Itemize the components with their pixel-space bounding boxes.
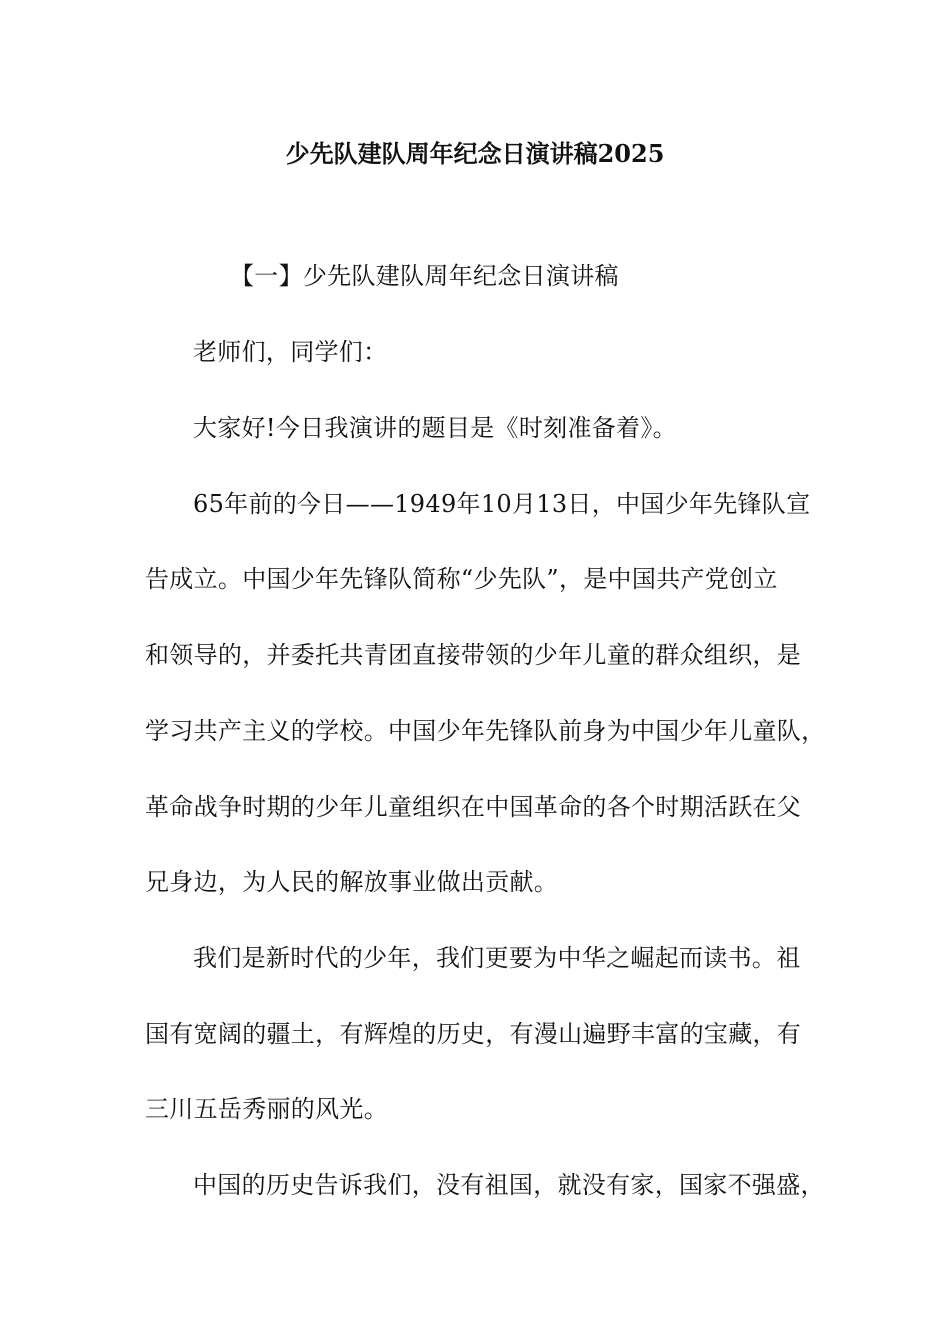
paragraph-line: 学习共产主义的学校。中国少年先锋队前身为中国少年儿童队， xyxy=(145,717,826,745)
paragraph-line: 兄身边，为人民的解放事业做出贡献。 xyxy=(145,868,559,896)
paragraph-line: 国有宽阔的疆土，有辉煌的历史，有漫山遍野丰富的宝藏，有 xyxy=(145,1020,802,1048)
document-title: 少先队建队周年纪念日演讲稿2025 xyxy=(285,139,665,168)
paragraph-line: 我们是新时代的少年，我们更要为中华之崛起而读书。祖 xyxy=(193,944,801,972)
paragraph-line: 和领导的，并委托共青团直接带领的少年儿童的群众组织，是 xyxy=(145,641,802,669)
section-heading: 【一】少先队建队周年纪念日演讲稿 xyxy=(230,262,619,290)
paragraph-line: 65年前的今日——1949年10月13日，中国少年先锋队宣 xyxy=(193,490,811,518)
paragraph-line: 老师们，同学们： xyxy=(193,338,388,366)
paragraph-line: 告成立。中国少年先锋队简称“少先队”，是中国共产党创立 xyxy=(145,565,778,593)
paragraph-line: 中国的历史告诉我们，没有祖国，就没有家，国家不强盛， xyxy=(193,1171,825,1199)
paragraph-line: 革命战争时期的少年儿童组织在中国革命的各个时期活跃在父 xyxy=(145,793,802,821)
paragraph-line: 三川五岳秀丽的风光。 xyxy=(145,1095,388,1123)
paragraph-line: 大家好!今日我演讲的题目是《时刻准备着》。 xyxy=(193,414,677,442)
